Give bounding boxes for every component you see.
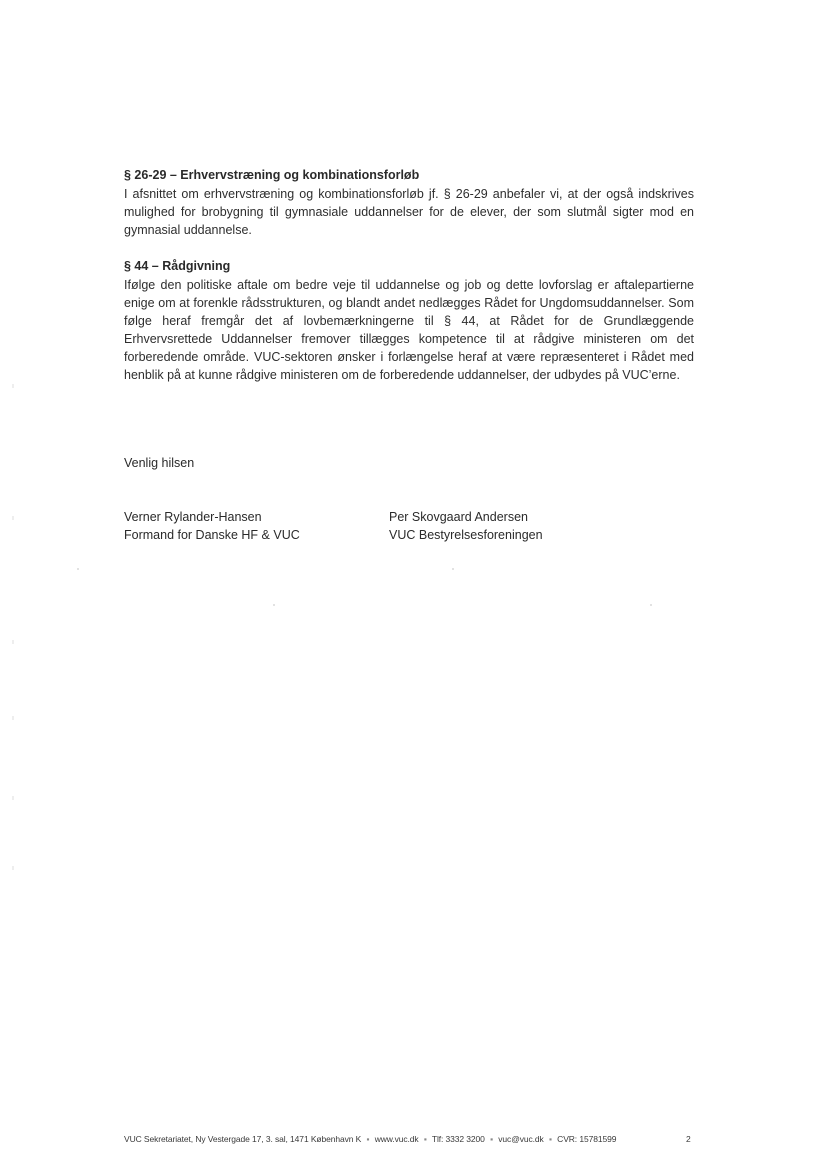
footer-address: VUC Sekretariatet, Ny Vestergade 17, 3. sal, 1471 København K [124, 1134, 362, 1144]
scan-speck [650, 604, 652, 606]
page-number: 2 [686, 1134, 691, 1144]
section-body: Ifølge den politiske aftale om bedre veje til uddannelse og job og dette lovforslag er aftalepartierne enige om at forenkle rådsstrukturen, og blandt andet nedlægges Rådet for Ungdomsuddannelser. Som følge heraf fremgår det af lovbemærkningerne til § 44, at Rådet for de Grundlæggende Erhvervsrettede Uddannelser fremover tillægges kompetence til at rådgive ministeren om det forberedende område. VUC-sektoren ønsker i forlængelse heraf at være repræsenteret i Rådet med henblik på at kunne rådgive ministeren om de forberedende uddannelser, der udbydes på VUC’erne. [124, 278, 694, 382]
scan-margin-mark [12, 384, 14, 388]
section-erhvervstraening [124, 166, 694, 239]
footer-cvr: CVR: 15781599 [557, 1134, 617, 1144]
scan-margin-mark [12, 716, 14, 720]
footer-separator: ▪ [366, 1134, 370, 1144]
signatory-2 [389, 508, 543, 544]
closing-greeting: Venlig hilsen [124, 456, 195, 470]
scan-speck [452, 568, 454, 570]
signatory-name: Verner Rylander-Hansen [124, 510, 262, 524]
section-raadgivning [124, 257, 694, 384]
section-body: I afsnittet om erhvervstræning og kombinationsforløb jf. § 26-29 anbefaler vi, at der også indskrives mulighed for brobygning til gymnasiale uddannelser for de elever, der som slutmål sigter mod en gymnasial uddannelse. [124, 187, 694, 237]
scan-speck [273, 604, 275, 606]
footer-web: www.vuc.dk [374, 1134, 419, 1144]
section-heading: § 26-29 – Erhvervstræning og kombinationsforløb [124, 168, 420, 182]
footer-email: vuc@vuc.dk [498, 1134, 544, 1144]
section-heading: § 44 – Rådgivning [124, 259, 231, 273]
scan-margin-mark [12, 866, 14, 870]
footer-separator: ▪ [490, 1134, 493, 1144]
scan-margin-mark [12, 640, 14, 644]
signatory-title: VUC Bestyrelsesforeningen [389, 528, 543, 542]
scan-margin-mark [12, 516, 14, 520]
footer-separator: ▪ [548, 1134, 552, 1144]
signatory-1 [124, 508, 300, 544]
footer-phone: Tlf: 3332 3200 [431, 1134, 485, 1144]
footer-separator: ▪ [423, 1134, 427, 1144]
signatory-name: Per Skovgaard Andersen [389, 510, 528, 524]
signatory-title: Formand for Danske HF & VUC [124, 528, 300, 542]
scan-speck [77, 568, 79, 570]
scan-margin-mark [12, 796, 14, 800]
page-footer [124, 1134, 616, 1144]
